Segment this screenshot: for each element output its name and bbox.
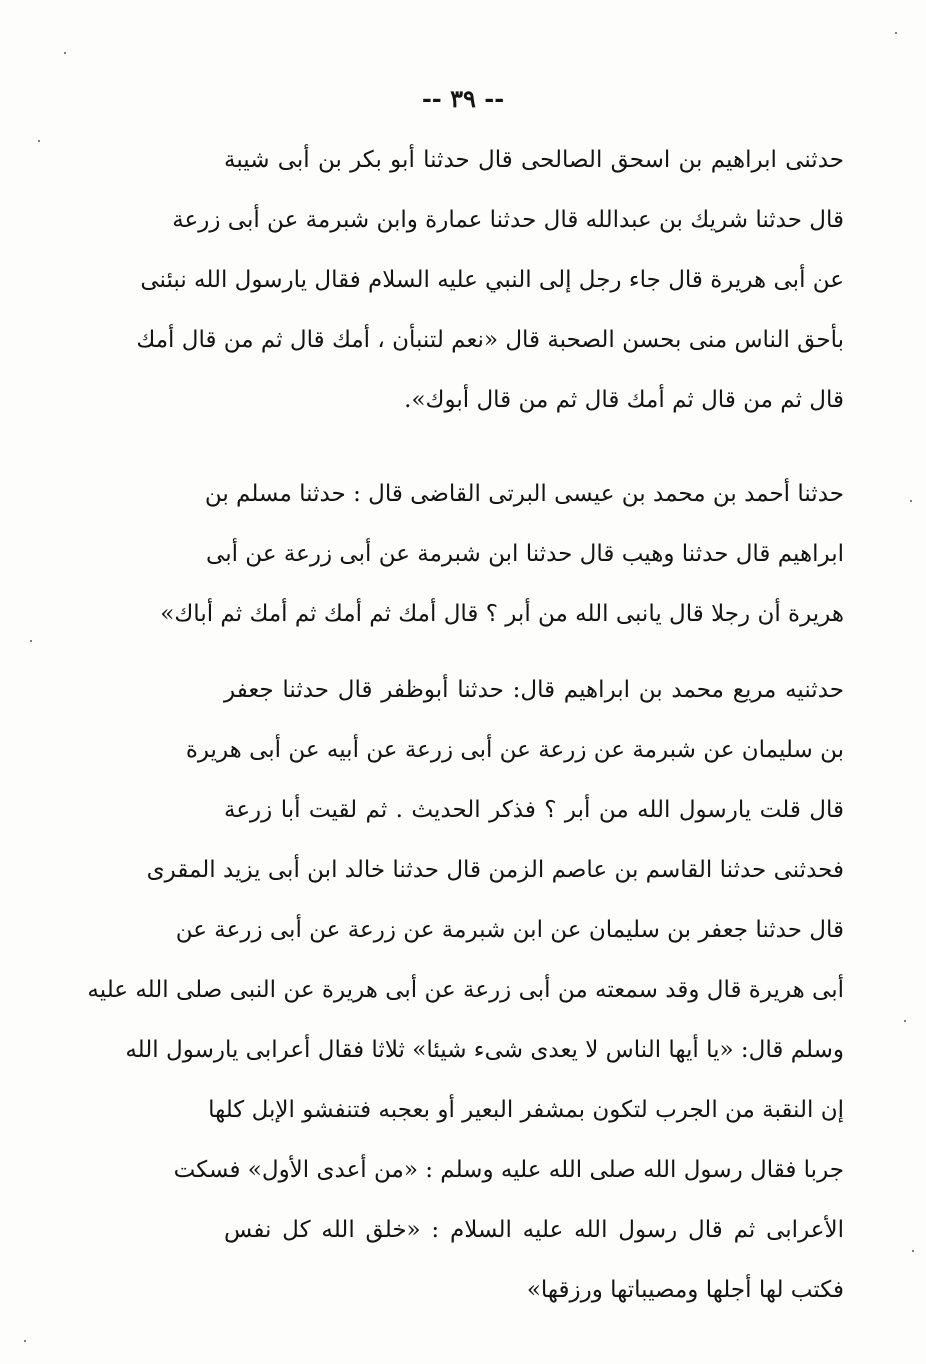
paragraph-2 bbox=[160, 464, 844, 644]
paragraph-1 bbox=[136, 130, 844, 430]
paper-speck bbox=[895, 32, 897, 34]
text-line: حدثنى ابراهيم بن اسحق الصالحى قال حدثنا أبو بكر بن أبى شيبة bbox=[224, 147, 844, 173]
text-line: بن سليمان عن شبرمة عن زرعة عن أبى زرعة عن أبيه عن أبى هريرة bbox=[185, 737, 844, 763]
text-line: إن النقبة من الجرب لتكون بمشفر البعير أو بعجبه فتنفشو الإبل كلها bbox=[208, 1097, 844, 1123]
text-line: الأعرابى ثم قال رسول الله عليه السلام : «خلق الله كل نفس bbox=[224, 1217, 844, 1243]
text-line: حدثنيه مريع محمد بن ابراهيم قال: حدثنا أبوظفر قال حدثنا جعفر bbox=[224, 677, 844, 703]
text-line: وسلم قال: «يا أيها الناس لا يعدى شىء شيئا» ثلاثا فقال أعرابى يارسول الله bbox=[125, 1037, 844, 1063]
paper-speck bbox=[64, 52, 66, 54]
paper-speck bbox=[912, 1250, 914, 1252]
paper-speck bbox=[24, 1340, 26, 1342]
paper-speck bbox=[38, 140, 40, 142]
text-line: حدثنا أحمد بن محمد بن عيسى البرتى القاضى قال : حدثنا مسلم بن bbox=[204, 481, 844, 507]
text-line: قال حدثنا جعفر بن سليمان عن ابن شبرمة عن زرعة عن أبى زرعة عن bbox=[175, 917, 844, 943]
text-line: أبى هريرة قال وقد سمعته من أبى زرعة عن أبى هريرة عن النبى صلى الله عليه bbox=[87, 977, 844, 1003]
paragraph-3 bbox=[87, 660, 844, 1320]
text-line: قال ثم من قال ثم أمك قال ثم من قال أبوك». bbox=[404, 387, 844, 413]
paper-speck bbox=[904, 1020, 906, 1022]
paper-speck bbox=[30, 640, 32, 642]
text-line: قال قلت يارسول الله من أبر ؟ فذكر الحديث . ثم لقيت أبا زرعة bbox=[224, 797, 844, 823]
text-line: بأحق الناس منى بحسن الصحبة قال «نعم لتنبأن ، أمك قال ثم من قال أمك bbox=[136, 327, 844, 353]
text-line: فحدثنى حدثنا القاسم بن عاصم الزمن قال حدثنا خالد ابن أبى يزيد المقرى bbox=[146, 857, 844, 883]
text-line: جربا فقال رسول الله صلى الله عليه وسلم : «من أعدى الأول» فسكت bbox=[173, 1157, 844, 1183]
paper-speck bbox=[910, 500, 912, 502]
text-line: فكتب لها أجلها ومصيباتها ورزقها» bbox=[526, 1277, 844, 1303]
text-line: ابراهيم قال حدثنا وهيب قال حدثنا ابن شبرمة عن أبى زرعة عن أبى bbox=[206, 541, 844, 567]
text-line: عن أبى هريرة قال جاء رجل إلى النبي عليه السلام فقال يارسول الله نبئنى bbox=[140, 267, 844, 293]
text-line: هريرة أن رجلا قال يانبى الله من أبر ؟ قال أمك ثم أمك ثم أمك ثم أباك» bbox=[160, 601, 844, 627]
page-number: -- ٣٩ -- bbox=[421, 84, 505, 113]
text-line: قال حدثنا شريك بن عبدالله قال حدثنا عمارة وابن شبرمة عن أبى زرعة bbox=[172, 207, 844, 233]
